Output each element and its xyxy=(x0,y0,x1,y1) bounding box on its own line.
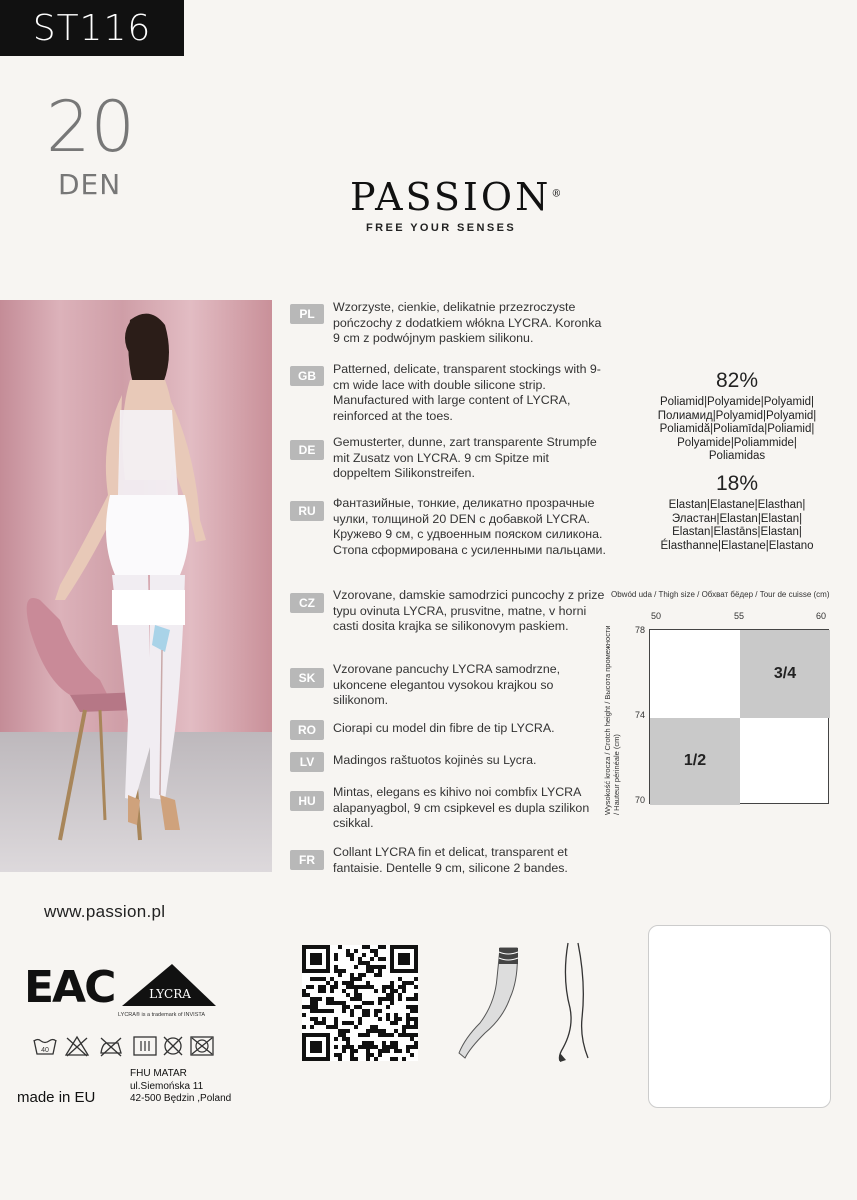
composition-material: Elastan|Elastane|Elasthan| Эластан|Elastan|Elastan| Elastan|Elastāns|Elastan| Élasthanne|Elastane|Elastano xyxy=(660,499,814,552)
description-fr: Collant LYCRA fin et delicat, transparent et fantaisie. Dentelle 9 cm, silicone 2 bandes. xyxy=(333,845,568,875)
wash-40-icon xyxy=(32,1035,58,1057)
leg-outline-icon xyxy=(548,938,598,1063)
lang-badge: CZ xyxy=(290,593,324,613)
lang-badge: HU xyxy=(290,791,324,811)
eac-mark: EAC xyxy=(24,962,115,1013)
lycra-logo xyxy=(118,960,218,1010)
y-tick: 74 xyxy=(635,710,646,720)
lang-badge: LV xyxy=(290,752,324,772)
lang-badge: PL xyxy=(290,304,324,324)
x-tick: 60 xyxy=(816,611,827,621)
composition-percent: 82% xyxy=(715,369,759,392)
lang-badge: RO xyxy=(290,720,324,740)
den-unit: DEN xyxy=(58,168,122,201)
description-gb: Patterned, delicate, transparent stockings with 9-cm wide lace with double silicone strip. Manufactured with large content of LYCRA, reinforced at the toes. xyxy=(333,362,601,423)
brand-tagline: FREE YOUR SENSES xyxy=(366,222,517,234)
made-in-label: made in EU xyxy=(17,1089,96,1106)
size-chart-y-label: Wysokość krocza / Crotch height / Высота промежности / Hauteur périnéale (cm) xyxy=(603,625,621,815)
lang-badge: RU xyxy=(290,501,324,521)
size-cell-3-4: 3/4 xyxy=(740,630,830,718)
product-photo xyxy=(0,300,272,872)
size-cell-1-2: 1/2 xyxy=(650,718,740,806)
den-number: 20 xyxy=(46,86,136,168)
no-tumble-dry-icon xyxy=(189,1035,215,1057)
x-tick: 50 xyxy=(651,611,662,621)
composition-material: Poliamid|Polyamide|Polyamid| Полиамид|Polyamid|Polyamid| Poliamidă|Poliamīda|Poliamid| Polyamide|Poliammide| Poliamidas xyxy=(657,396,817,462)
y-tick: 70 xyxy=(635,795,646,805)
brand-logo: PASSION® xyxy=(350,175,565,219)
no-iron-icon xyxy=(98,1035,124,1057)
line-dry-icon xyxy=(132,1035,158,1057)
lycra-trademark-note: LYCRA® is a trademark of INVISTA xyxy=(118,1012,205,1018)
description-de: Gemusterter, dunne, zart transparente Strumpfe mit Zusatz von LYCRA. 9 cm Spitze mit doppeltem Silikonstreifen. xyxy=(333,435,597,480)
qr-code-icon[interactable] xyxy=(302,945,418,1061)
y-tick: 78 xyxy=(635,625,646,635)
description-pl: Wzorzyste, cienkie, delikatnie przezroczyste pończochy z dodatkiem włókna LYCRA. Koronka 9 cm z podwójnym paskiem silikonu. xyxy=(333,300,602,345)
product-code: ST116 xyxy=(0,0,184,56)
description-hu: Mintas, elegans es kihivo noi combfix LYCRA alapanyagbol, 9 cm csipkevel es dupla szilikon csikkal. xyxy=(333,785,590,830)
description-sk: Vzorovane pancuchy LYCRA samodrzne, ukoncene elegantou vysokou krajkou so silikonom. xyxy=(333,662,561,707)
lang-badge: GB xyxy=(290,366,324,386)
svg-text:LYCRA: LYCRA xyxy=(149,987,191,1001)
size-chart-header: Obwód uda / Thigh size / Обхват бёдер / Tour de cuisse (cm) xyxy=(611,590,830,599)
manufacturer-address: FHU MATAR ul.Siemońska 11 42-500 Będzin ,Poland xyxy=(130,1068,232,1104)
blank-label-area xyxy=(648,925,831,1108)
stocking-leg-icon xyxy=(455,938,535,1063)
lang-badge: SK xyxy=(290,668,324,688)
description-lv: Madingos raštuotos kojinės su Lycra. xyxy=(333,753,537,767)
description-ru: Фантазийные, тонкие, деликатно прозрачные чулки, толщиной 20 DEN с добавкой LYCRA. Кружево 9 см, с удвоенным пояском силикона. Стопа сформирована с усиленными пальцами. xyxy=(333,496,606,557)
description-cz: Vzorovane, damskie samodrzici puncochy z prize typu ovinuta LYCRA, prusvitne, matne, v horni casti dosita krajka se silikonovym paskiem. xyxy=(333,588,605,633)
no-bleach-icon xyxy=(64,1035,90,1057)
svg-text:40: 40 xyxy=(41,1047,49,1054)
lang-badge: FR xyxy=(290,850,324,870)
size-chart-grid xyxy=(649,629,829,804)
no-dry-clean-icon xyxy=(160,1035,186,1057)
lang-badge: DE xyxy=(290,440,324,460)
description-ro: Ciorapi cu model din fibre de tip LYCRA. xyxy=(333,721,555,735)
x-tick: 55 xyxy=(734,611,745,621)
composition-percent: 18% xyxy=(715,472,759,495)
website-link[interactable]: www.passion.pl xyxy=(44,902,166,921)
